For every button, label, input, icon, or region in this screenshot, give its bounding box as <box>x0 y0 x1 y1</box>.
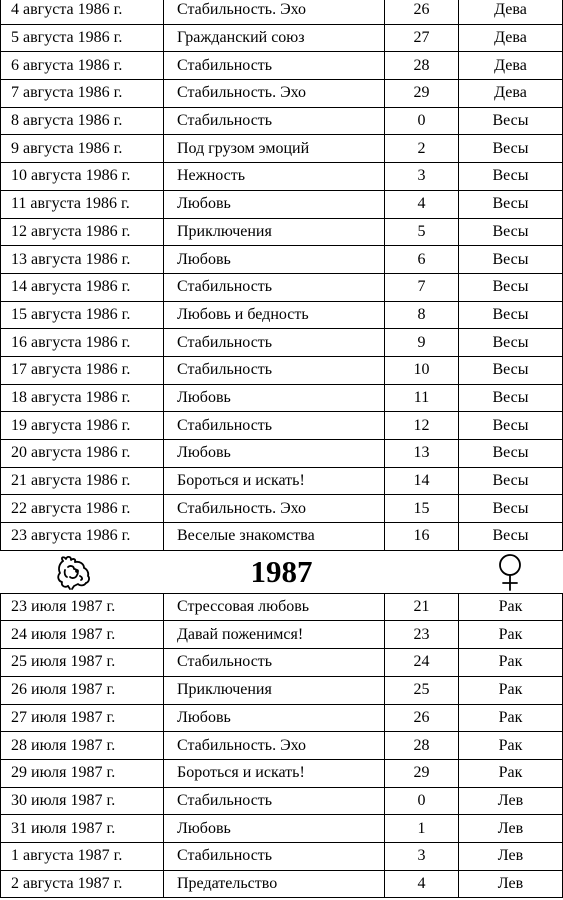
zodiac-sign-cell: Весы <box>459 190 563 218</box>
table-row <box>1 384 563 412</box>
date-cell: 23 августа 1986 г. <box>1 523 164 551</box>
name-cell: Гражданский союз <box>164 24 385 52</box>
table-row <box>1 495 563 523</box>
date-cell: 27 июля 1987 г. <box>1 704 164 732</box>
name-cell: Стабильность. Эхо <box>164 495 385 523</box>
number-cell: 28 <box>385 732 459 760</box>
zodiac-sign-cell: Дева <box>459 0 563 24</box>
number-cell: 15 <box>385 495 459 523</box>
zodiac-sign-cell: Рак <box>459 704 563 732</box>
table-row <box>1 467 563 495</box>
table-row <box>1 440 563 468</box>
number-cell: 11 <box>385 384 459 412</box>
number-cell: 13 <box>385 440 459 468</box>
number-cell: 6 <box>385 246 459 274</box>
name-cell: Веселые знакомства <box>164 523 385 551</box>
zodiac-sign-cell: Весы <box>459 384 563 412</box>
date-cell: 14 августа 1986 г. <box>1 273 164 301</box>
date-cell: 31 июля 1987 г. <box>1 815 164 843</box>
number-cell: 5 <box>385 218 459 246</box>
name-cell: Бороться и искать! <box>164 467 385 495</box>
number-cell: 29 <box>385 759 459 787</box>
number-cell: 29 <box>385 80 459 108</box>
number-cell: 10 <box>385 356 459 384</box>
table-1986-body <box>1 0 563 550</box>
zodiac-sign-cell: Рак <box>459 676 563 704</box>
date-cell: 21 августа 1986 г. <box>1 467 164 495</box>
date-cell: 10 августа 1986 г. <box>1 163 164 191</box>
year-title: 1987 <box>250 553 313 589</box>
number-cell: 26 <box>385 704 459 732</box>
number-cell: 12 <box>385 412 459 440</box>
number-cell: 4 <box>385 190 459 218</box>
table-row <box>1 301 563 329</box>
zodiac-sign-cell: Дева <box>459 80 563 108</box>
name-cell: Любовь <box>164 246 385 274</box>
number-cell: 21 <box>385 593 459 621</box>
date-cell: 5 августа 1986 г. <box>1 24 164 52</box>
number-cell: 16 <box>385 523 459 551</box>
name-cell: Предательство <box>164 870 385 897</box>
table-row <box>1 218 563 246</box>
date-cell: 16 августа 1986 г. <box>1 329 164 357</box>
table-row <box>1 0 563 24</box>
table-row <box>1 412 563 440</box>
zodiac-sign-cell: Дева <box>459 52 563 80</box>
date-cell: 8 августа 1986 г. <box>1 107 164 135</box>
zodiac-sign-cell: Весы <box>459 107 563 135</box>
table-row <box>1 759 563 787</box>
name-cell: Стабильность <box>164 787 385 815</box>
date-cell: 11 августа 1986 г. <box>1 190 164 218</box>
date-cell: 1 августа 1987 г. <box>1 842 164 870</box>
name-cell: Стабильность <box>164 329 385 357</box>
name-cell: Приключения <box>164 218 385 246</box>
table-1987 <box>0 593 563 898</box>
table-row <box>1 24 563 52</box>
name-cell: Любовь <box>164 384 385 412</box>
name-cell: Стабильность <box>164 356 385 384</box>
zodiac-sign-cell: Весы <box>459 329 563 357</box>
zodiac-sign-cell: Весы <box>459 523 563 551</box>
table-row <box>1 52 563 80</box>
zodiac-sign-cell: Лев <box>459 842 563 870</box>
name-cell: Стрессовая любовь <box>164 593 385 621</box>
zodiac-sign-cell: Весы <box>459 356 563 384</box>
name-cell: Давай поженимся! <box>164 621 385 649</box>
date-cell: 17 августа 1986 г. <box>1 356 164 384</box>
zodiac-sign-cell: Весы <box>459 135 563 163</box>
number-cell: 25 <box>385 676 459 704</box>
table-row <box>1 163 563 191</box>
table-row <box>1 523 563 551</box>
table-row <box>1 649 563 677</box>
date-cell: 25 июля 1987 г. <box>1 649 164 677</box>
table-row <box>1 190 563 218</box>
table-row <box>1 80 563 108</box>
table-row <box>1 676 563 704</box>
name-cell: Стабильность <box>164 52 385 80</box>
date-cell: 18 августа 1986 г. <box>1 384 164 412</box>
number-cell: 4 <box>385 870 459 897</box>
name-cell: Стабильность <box>164 107 385 135</box>
table-1987-body <box>1 593 563 897</box>
date-cell: 4 августа 1986 г. <box>1 0 164 24</box>
zodiac-sign-cell: Рак <box>459 759 563 787</box>
name-cell: Стабильность. Эхо <box>164 732 385 760</box>
date-cell: 12 августа 1986 г. <box>1 218 164 246</box>
date-cell: 6 августа 1986 г. <box>1 52 164 80</box>
zodiac-sign-cell: Весы <box>459 218 563 246</box>
number-cell: 1 <box>385 815 459 843</box>
table-row <box>1 329 563 357</box>
zodiac-sign-cell: Весы <box>459 246 563 274</box>
date-cell: 23 июля 1987 г. <box>1 593 164 621</box>
date-cell: 30 июля 1987 г. <box>1 787 164 815</box>
name-cell: Стабильность <box>164 412 385 440</box>
date-cell: 22 августа 1986 г. <box>1 495 164 523</box>
date-cell: 15 августа 1986 г. <box>1 301 164 329</box>
date-cell: 7 августа 1986 г. <box>1 80 164 108</box>
year-header <box>0 551 563 593</box>
number-cell: 8 <box>385 301 459 329</box>
name-cell: Любовь <box>164 440 385 468</box>
number-cell: 2 <box>385 135 459 163</box>
number-cell: 9 <box>385 329 459 357</box>
zodiac-sign-cell: Лев <box>459 787 563 815</box>
date-cell: 29 июля 1987 г. <box>1 759 164 787</box>
zodiac-sign-cell: Весы <box>459 467 563 495</box>
table-row <box>1 870 563 897</box>
name-cell: Приключения <box>164 676 385 704</box>
zodiac-sign-cell: Весы <box>459 440 563 468</box>
name-cell: Стабильность <box>164 842 385 870</box>
number-cell: 7 <box>385 273 459 301</box>
number-cell: 14 <box>385 467 459 495</box>
number-cell: 3 <box>385 163 459 191</box>
name-cell: Бороться и искать! <box>164 759 385 787</box>
number-cell: 0 <box>385 107 459 135</box>
name-cell: Любовь и бедность <box>164 301 385 329</box>
table-row <box>1 273 563 301</box>
table-row <box>1 787 563 815</box>
zodiac-sign-cell: Рак <box>459 732 563 760</box>
date-cell: 13 августа 1986 г. <box>1 246 164 274</box>
date-cell: 9 августа 1986 г. <box>1 135 164 163</box>
number-cell: 3 <box>385 842 459 870</box>
table-row <box>1 621 563 649</box>
number-cell: 28 <box>385 52 459 80</box>
table-row <box>1 815 563 843</box>
name-cell: Стабильность. Эхо <box>164 80 385 108</box>
number-cell: 27 <box>385 24 459 52</box>
zodiac-sign-cell: Дева <box>459 24 563 52</box>
zodiac-sign-cell: Весы <box>459 163 563 191</box>
name-cell: Стабильность. Эхо <box>164 0 385 24</box>
zodiac-sign-cell: Весы <box>459 273 563 301</box>
name-cell: Стабильность <box>164 273 385 301</box>
name-cell: Под грузом эмоций <box>164 135 385 163</box>
date-cell: 19 августа 1986 г. <box>1 412 164 440</box>
table-row <box>1 246 563 274</box>
date-cell: 2 августа 1987 г. <box>1 870 164 897</box>
table-row <box>1 356 563 384</box>
date-cell: 20 августа 1986 г. <box>1 440 164 468</box>
zodiac-sign-cell: Рак <box>459 649 563 677</box>
name-cell: Стабильность <box>164 649 385 677</box>
name-cell: Любовь <box>164 815 385 843</box>
venus-symbol-icon <box>496 553 524 591</box>
table-row <box>1 704 563 732</box>
zodiac-sign-cell: Весы <box>459 412 563 440</box>
zodiac-sign-cell: Рак <box>459 593 563 621</box>
number-cell: 23 <box>385 621 459 649</box>
name-cell: Нежность <box>164 163 385 191</box>
date-cell: 26 июля 1987 г. <box>1 676 164 704</box>
zodiac-sign-cell: Весы <box>459 495 563 523</box>
table-row <box>1 842 563 870</box>
number-cell: 0 <box>385 787 459 815</box>
number-cell: 26 <box>385 0 459 24</box>
name-cell: Любовь <box>164 704 385 732</box>
table-row <box>1 107 563 135</box>
date-cell: 24 июля 1987 г. <box>1 621 164 649</box>
number-cell: 24 <box>385 649 459 677</box>
table-row <box>1 135 563 163</box>
table-row <box>1 732 563 760</box>
date-cell: 28 июля 1987 г. <box>1 732 164 760</box>
zodiac-sign-cell: Лев <box>459 815 563 843</box>
name-cell: Любовь <box>164 190 385 218</box>
zodiac-sign-cell: Лев <box>459 870 563 897</box>
zodiac-sign-cell: Весы <box>459 301 563 329</box>
zodiac-sign-cell: Рак <box>459 621 563 649</box>
table-row <box>1 593 563 621</box>
